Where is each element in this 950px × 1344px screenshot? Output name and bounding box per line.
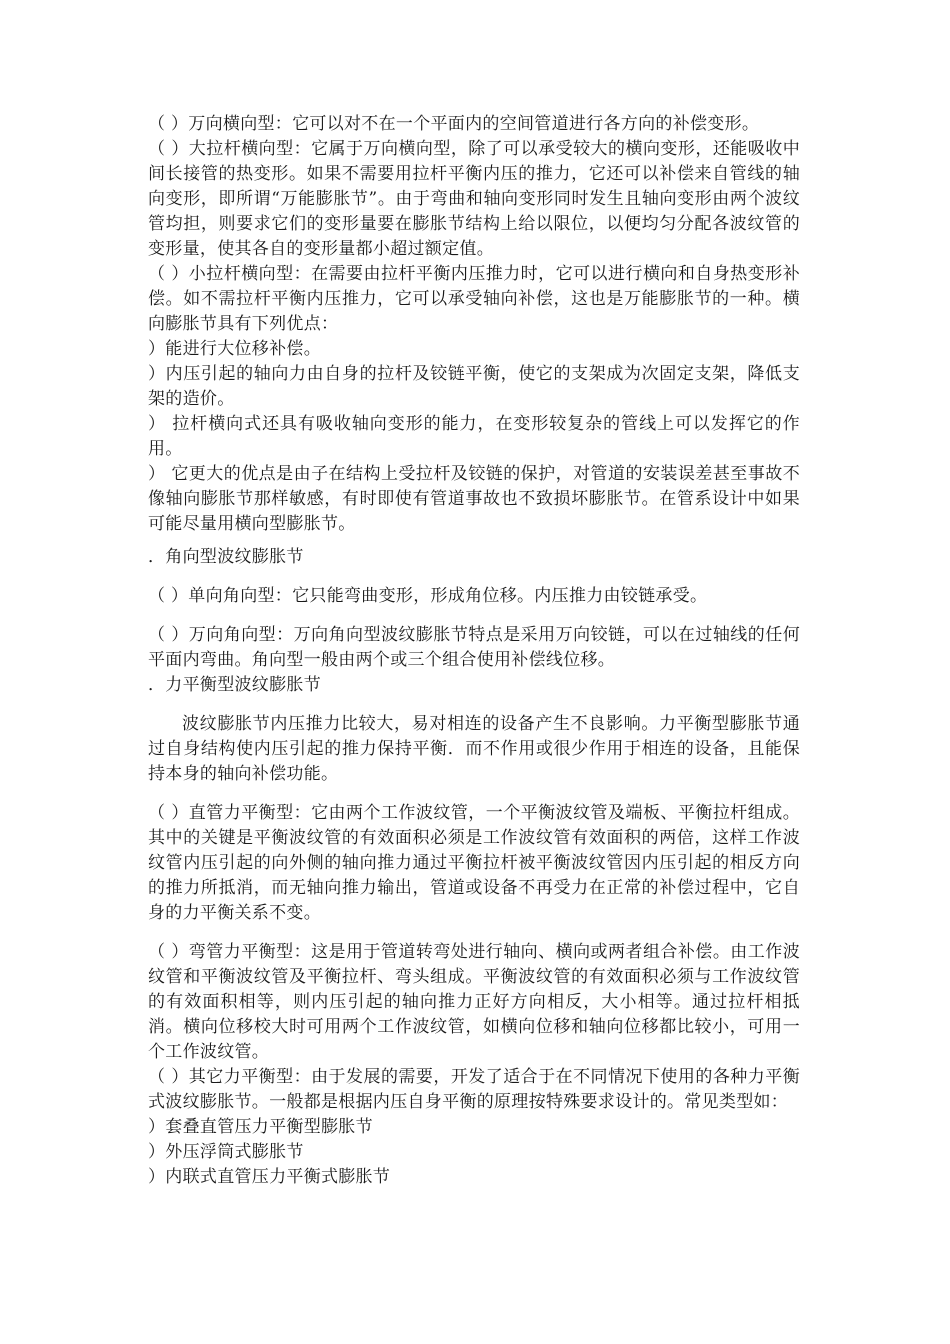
paragraph-universal-angular: （ ）万向角向型：万向角向型波纹膨胀节特点是采用万向铰链，可以在过轴线的任何平面内弯曲。角向型一般由两个或三个组合使用补偿线位移。 (148, 625, 800, 670)
paragraph-universal-lateral: （ ）万向横向型：它可以对不在一个平面内的空间管道进行各方向的补偿变形。 (148, 114, 760, 134)
document-page (148, 112, 800, 1190)
section-heading-angular: ．角向型波纹膨胀节 (148, 547, 304, 567)
list-item-type-2: ）外压浮筒式膨胀节 (148, 1142, 304, 1162)
list-item-advantage-3: ） 拉杆横向式还具有吸收轴向变形的能力，在变形较复杂的管线上可以发挥它的作用。 (148, 414, 800, 459)
list-item-advantage-2: ）内压引起的轴向力由自身的拉杆及铰链平衡，使它的支架成为次固定支架，降低支架的造价。 (148, 364, 800, 409)
list-item-type-1: ）套叠直管压力平衡型膨胀节 (148, 1117, 373, 1137)
paragraph-small-tie-rod-lateral: （ ）小拉杆横向型：在需要由拉杆平衡内压推力时，它可以进行横向和自身热变形补偿。如不需拉杆平衡内压推力，它可以承受轴向补偿，这也是万能膨胀节的一种。横向膨胀节具有下列优点： (148, 264, 800, 334)
paragraph-elbow-pressure-balanced: （ ）弯管力平衡型：这是用于管道转弯处进行轴向、横向或两者组合补偿。由工作波纹管和平衡波纹管及平衡拉杆、弯头组成。平衡波纹管的有效面积必须与工作波纹管的有效面积相等，则内压引起的轴向推力正好方向相反，大小相等。通过拉杆相抵消。横向位移校大时可用两个工作波纹管，如横向位移和轴向位移都比较小，可用一个工作波纹管。 (148, 942, 800, 1062)
paragraph-straight-pressure-balanced: （ ）直管力平衡型：它由两个工作波纹管，一个平衡波纹管及端板、平衡拉杆组成。其中的关键是平衡波纹管的有效面积必须是工作波纹管有效面积的两倍，这样工作波纹管内压引起的向外侧的轴向推力通过平衡拉杆被平衡波纹管因内压引起的相反方向的推力所抵消，而无轴向推力输出，管道或设备不再受力在正常的补偿过程中，它自身的力平衡关系不变。 (148, 803, 800, 923)
paragraph-pressure-balanced-intro: 波纹膨胀节内压推力比较大，易对相连的设备产生不良影响。力平衡型膨胀节通过自身结构使内压引起的推力保持平衡．而不作用或很少作用于相连的设备，且能保持本身的轴向补偿功能。 (148, 714, 800, 784)
paragraph-other-pressure-balanced: （ ）其它力平衡型：由于发展的需要，开发了适合于在不同情况下使用的各种力平衡式波纹膨胀节。一般都是根据内压自身平衡的原理按特殊要求设计的。常见类型如： (148, 1067, 800, 1112)
section-heading-pressure-balanced: ．力平衡型波纹膨胀节 (148, 675, 321, 695)
list-item-advantage-1: ）能进行大位移补偿。 (148, 339, 321, 359)
paragraph-single-angular: （ ）单向角向型：它只能弯曲变形，形成角位移。内压推力由铰链承受。 (148, 586, 708, 606)
paragraph-large-tie-rod-lateral: （ ）大拉杆横向型：它属于万向横向型，除了可以承受较大的横向变形，还能吸收中间长接管的热变形。如果不需要用拉杆平衡内压的推力，它还可以补偿来自管线的轴向变形，即所谓“万能膨胀节”。由于弯曲和轴向变形同时发生且轴向变形由两个波纹管均担，则要求它们的变形量要在膨胀节结构上给以限位，以便均匀分配各波纹管的变形量，使其各自的变形量都小超过额定值。 (148, 139, 800, 259)
list-item-type-3: ）内联式直管压力平衡式膨胀节 (148, 1167, 391, 1187)
list-item-advantage-4: ） 它更大的优点是由子在结构上受拉杆及铰链的保护，对管道的安装误差甚至事故不像轴向膨胀节那样敏感，有时即使有管道事故也不致损坏膨胀节。在管系设计中如果可能尽量用横向型膨胀节。 (148, 464, 800, 534)
